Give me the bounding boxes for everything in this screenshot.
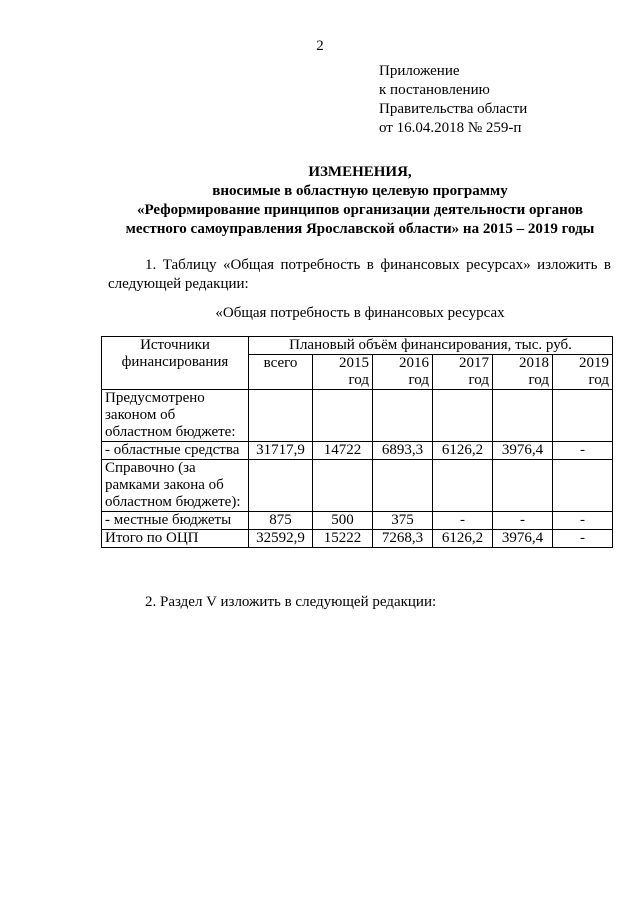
header-total: всего <box>249 355 313 390</box>
header-plan: Плановый объём финансирования, тыс. руб. <box>249 337 613 355</box>
cell-2019 <box>553 390 613 442</box>
cell-2019: - <box>553 530 613 548</box>
appendix-line: от 16.04.2018 № 259-п <box>379 120 522 136</box>
cell-2017: - <box>433 512 493 530</box>
cell-total <box>249 390 313 442</box>
cell-2018: - <box>493 512 553 530</box>
row-label: Предусмотрено законом об областном бюджете: <box>102 390 249 442</box>
title-line: «Реформирование принципов организации деятельности органов <box>136 202 584 218</box>
cell-2017 <box>433 460 493 512</box>
appendix-block <box>379 62 527 138</box>
title-heading: ИЗМЕНЕНИЯ, <box>308 164 412 180</box>
cell-2019: - <box>553 512 613 530</box>
header-source: Источники финансирования <box>102 337 249 390</box>
cell-2015: 500 <box>313 512 373 530</box>
appendix-line: Правительства области <box>379 101 528 117</box>
paragraph-2: 2. Раздел V изложить в следующей редакции: <box>145 594 437 610</box>
document-title <box>80 163 640 239</box>
row-label: Справочно (за рамками закона об областном бюджете): <box>102 460 249 512</box>
header-year: 2019 год <box>553 355 613 390</box>
cell-2019 <box>553 460 613 512</box>
cell-total <box>249 460 313 512</box>
table-row <box>102 512 613 530</box>
cell-total: 32592,9 <box>249 530 313 548</box>
financing-table <box>101 336 613 548</box>
table-row <box>102 390 613 442</box>
table-header-row <box>102 337 613 355</box>
cell-2015 <box>313 460 373 512</box>
cell-2018 <box>493 390 553 442</box>
header-year: 2018 год <box>493 355 553 390</box>
paragraph-1: 1. Таблицу «Общая потребность в финансовых ресурсах» изложить в следующей редакции: <box>108 257 611 292</box>
header-year: 2017 год <box>433 355 493 390</box>
cell-total: 875 <box>249 512 313 530</box>
cell-2019: - <box>553 442 613 460</box>
cell-2018 <box>493 460 553 512</box>
row-label: - областные средства <box>102 442 249 460</box>
table-row <box>102 460 613 512</box>
cell-2015: 14722 <box>313 442 373 460</box>
cell-2016: 7268,3 <box>373 530 433 548</box>
table-row <box>102 530 613 548</box>
cell-2016 <box>373 390 433 442</box>
cell-2017: 6126,2 <box>433 530 493 548</box>
cell-2015: 15222 <box>313 530 373 548</box>
title-line: местного самоуправления Ярославской области» на 2015 – 2019 годы <box>125 221 595 237</box>
cell-2018: 3976,4 <box>493 530 553 548</box>
cell-2018: 3976,4 <box>493 442 553 460</box>
page-number: 2 <box>316 38 324 54</box>
appendix-line: Приложение <box>379 63 460 79</box>
cell-2017 <box>433 390 493 442</box>
header-year: 2016 год <box>373 355 433 390</box>
title-line: вносимые в областную целевую программу <box>212 183 508 199</box>
header-year: 2015 год <box>313 355 373 390</box>
cell-2015 <box>313 390 373 442</box>
row-label: Итого по ОЦП <box>102 530 249 548</box>
table-row <box>102 442 613 460</box>
cell-2016: 6893,3 <box>373 442 433 460</box>
cell-2016: 375 <box>373 512 433 530</box>
cell-2016 <box>373 460 433 512</box>
table-caption: «Общая потребность в финансовых ресурсах <box>215 305 505 321</box>
cell-2017: 6126,2 <box>433 442 493 460</box>
row-label: - местные бюджеты <box>102 512 249 530</box>
cell-total: 31717,9 <box>249 442 313 460</box>
appendix-line: к постановлению <box>379 82 490 98</box>
